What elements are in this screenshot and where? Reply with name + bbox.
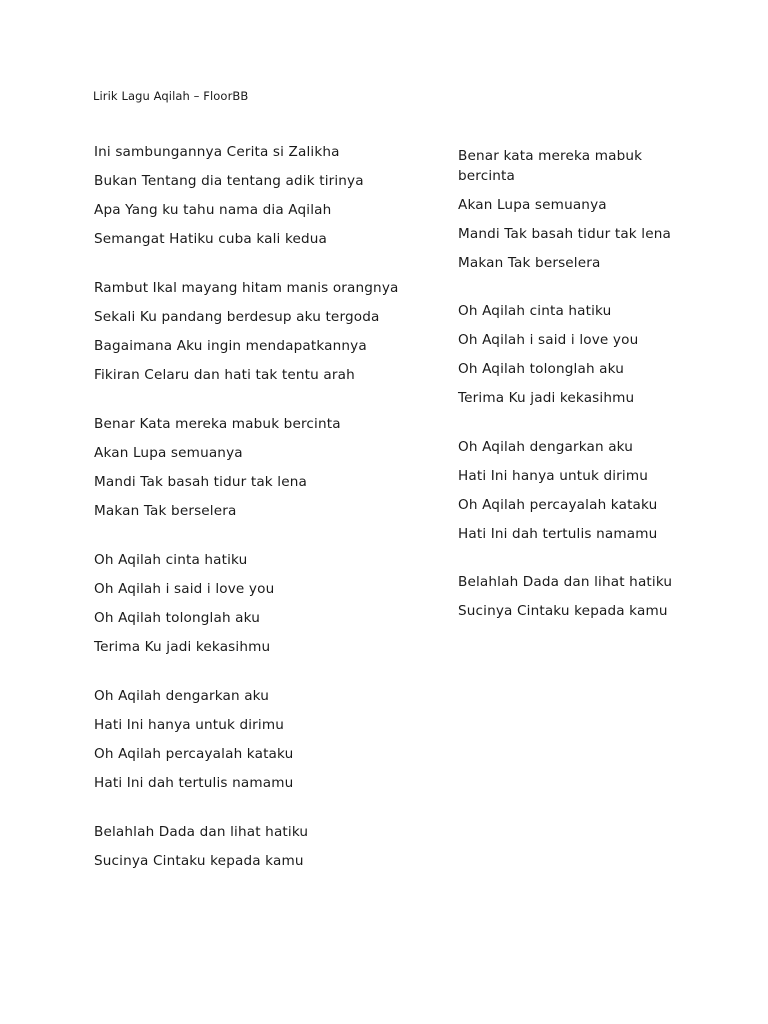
- stanza: [458, 302, 676, 409]
- lyric-line: Hati Ini hanya untuk dirimu: [458, 467, 649, 484]
- lyric-line: Rambut Ikal mayang hitam manis orangnya: [94, 280, 399, 296]
- lyric-line: Apa Yang ku tahu nama dia Aqilah: [94, 202, 332, 218]
- lyric-line: Oh Aqilah dengarkan aku: [94, 688, 270, 704]
- lyric-line: Sucinya Cintaku kepada kamu: [94, 853, 304, 869]
- lyric-line: Hati Ini hanya untuk dirimu: [94, 717, 285, 733]
- lyrics-right-column: [458, 147, 676, 622]
- stanza: [458, 438, 676, 545]
- lyric-line: Hati Ini dah tertulis namamu: [458, 525, 658, 542]
- lyric-line: Oh Aqilah i said i love you: [458, 332, 639, 348]
- lyric-line: Oh Aqilah percayalah kataku: [94, 746, 294, 762]
- lyric-line: Terima Ku jadi kekasihmu: [94, 639, 271, 655]
- lyric-line: Belahlah Dada dan lihat hatiku: [94, 824, 309, 840]
- lyric-line: Ini sambungannya Cerita si Zalikha: [94, 144, 340, 160]
- stanza: [94, 550, 439, 657]
- stanza: [458, 573, 676, 622]
- lyric-line: Oh Aqilah dengarkan aku: [458, 438, 634, 455]
- lyric-line: Benar Kata mereka mabuk bercinta: [94, 416, 341, 432]
- stanza: [458, 147, 676, 273]
- lyrics-left-column: [94, 142, 439, 871]
- stanza: [94, 278, 439, 385]
- lyric-line: Makan Tak berselera: [458, 254, 601, 271]
- lyric-line: Mandi Tak basah tidur tak lena: [94, 474, 307, 490]
- lyric-line: Oh Aqilah cinta hatiku: [458, 303, 612, 319]
- lyric-line: Akan Lupa semuanya: [94, 445, 243, 461]
- lyric-line: Oh Aqilah tolonglah aku: [458, 361, 625, 377]
- stanza: [94, 414, 439, 521]
- lyric-line: Benar kata mereka mabuk bercinta: [458, 148, 643, 184]
- lyric-line: Oh Aqilah i said i love you: [94, 581, 275, 597]
- stanza: [94, 822, 439, 871]
- document-title: Lirik Lagu Aqilah – FloorBB: [93, 89, 249, 103]
- lyric-line: Bagaimana Aku ingin mendapatkannya: [94, 338, 367, 354]
- stanza: [94, 142, 439, 249]
- lyric-line: Oh Aqilah tolonglah aku: [94, 610, 261, 626]
- lyric-line: Oh Aqilah percayalah kataku: [458, 496, 658, 513]
- lyric-line: Mandi Tak basah tidur tak lena: [458, 225, 671, 242]
- lyric-line: Sucinya Cintaku kepada kamu: [458, 603, 668, 619]
- lyric-line: Semangat Hatiku cuba kali kedua: [94, 231, 328, 247]
- lyric-line: Oh Aqilah cinta hatiku: [94, 552, 248, 568]
- lyric-line: Makan Tak berselera: [94, 503, 237, 519]
- lyric-line: Terima Ku jadi kekasihmu: [458, 390, 635, 406]
- lyric-line: Sekali Ku pandang berdesup aku tergoda: [94, 309, 380, 325]
- lyric-line: Bukan Tentang dia tentang adik tirinya: [94, 173, 364, 189]
- stanza: [94, 686, 439, 793]
- lyric-line: Hati Ini dah tertulis namamu: [94, 775, 294, 791]
- lyric-line: Belahlah Dada dan lihat hatiku: [458, 574, 673, 590]
- lyric-line: Fikiran Celaru dan hati tak tentu arah: [94, 367, 355, 383]
- lyric-line: Akan Lupa semuanya: [458, 196, 607, 213]
